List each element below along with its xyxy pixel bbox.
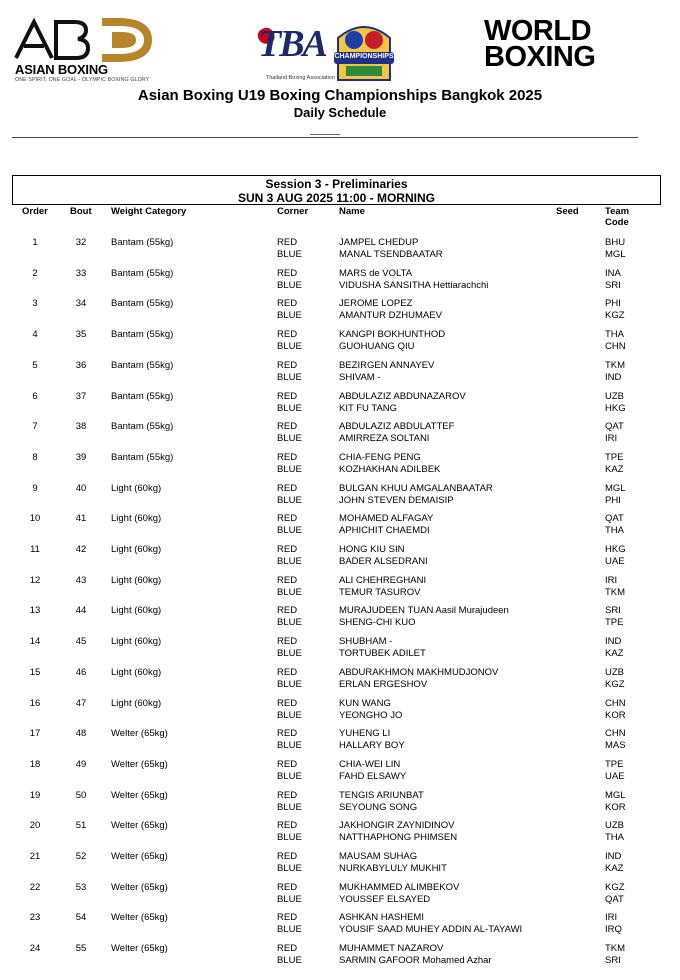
corner-red: RED (277, 359, 298, 371)
bout-order: 4 (32, 329, 38, 341)
corner-blue: BLUE (277, 832, 302, 844)
team-code-blue: MGL (605, 249, 626, 260)
bout-row (0, 943, 680, 973)
weight-category: Bantam (55kg) (111, 298, 174, 310)
team-code-blue: IRQ (605, 924, 622, 936)
corner-red: RED (277, 390, 298, 402)
weight-category: Light (60kg) (111, 544, 162, 555)
boxer-red-name: TENGIS ARIUNBAT (339, 789, 424, 801)
boxer-blue-name: YEONGHO JO (339, 709, 403, 721)
bout-order: 1 (32, 237, 38, 248)
boxers-emblem-icon (334, 18, 394, 84)
corner-red: RED (277, 329, 298, 341)
asian-boxing-logo (14, 18, 154, 84)
column-header-corner: Corner (277, 206, 309, 217)
boxer-blue-name: VIDUSHA SANSITHA Hettiarachchi (339, 279, 489, 291)
corner-blue: BLUE (277, 556, 302, 567)
bout-number: 50 (75, 789, 87, 801)
weight-category: Bantam (55kg) (111, 267, 174, 279)
boxer-blue-name: MANAL TSENDBAATAR (339, 249, 443, 260)
bout-order: 20 (29, 820, 41, 832)
boxer-red-name: MARS de VOLTA (339, 267, 413, 279)
team-code-blue: KOR (605, 801, 626, 813)
boxer-blue-name: KOZHAKHAN ADILBEK (339, 463, 441, 475)
bout-order: 8 (32, 451, 38, 463)
team-code-blue: KGZ (605, 310, 625, 322)
corner-red: RED (277, 482, 298, 494)
boxer-blue-name: AMANTUR DZHUMAEV (339, 310, 442, 322)
corner-blue: BLUE (277, 402, 302, 414)
team-code-red: TKM (605, 359, 626, 371)
boxer-blue-name: AMIRREZA SOLTANI (339, 433, 430, 445)
corner-blue: BLUE (277, 586, 302, 598)
team-code-blue: KGZ (605, 678, 625, 690)
weight-category: Bantam (55kg) (111, 329, 174, 341)
column-header-team-code (605, 206, 629, 228)
corner-blue: BLUE (277, 740, 302, 752)
bout-number: 36 (75, 359, 87, 371)
corner-red: RED (277, 881, 298, 893)
team-code-blue: KAZ (605, 463, 624, 475)
bout-order: 22 (29, 881, 41, 893)
bout-row (0, 820, 680, 850)
column-header-team-code-line2: Code (605, 217, 629, 228)
corner-blue: BLUE (277, 249, 302, 260)
championships-logo (334, 18, 394, 84)
column-header-bout: Bout (70, 206, 92, 217)
bout-row (0, 513, 680, 543)
boxer-red-name: ABDULAZIZ ABDUNAZAROV (339, 390, 466, 402)
corner-blue: BLUE (277, 525, 302, 537)
weight-category: Welter (65kg) (111, 851, 168, 862)
weight-category: Bantam (55kg) (111, 237, 174, 248)
bout-number: 48 (75, 728, 87, 740)
team-code-red: CHN (605, 728, 626, 740)
bout-row (0, 329, 680, 359)
boxer-blue-name: TORTUBEK ADILET (339, 648, 426, 660)
bout-order: 16 (29, 697, 41, 709)
team-code-red: IRI (605, 574, 618, 586)
bout-row (0, 882, 680, 912)
corner-blue: BLUE (277, 310, 302, 322)
corner-blue: BLUE (277, 893, 302, 905)
bout-order: 19 (29, 789, 41, 801)
asian-boxing-tagline: ONE SPIRIT, ONE GOAL - OLYMPIC BOXING GLORY (15, 77, 150, 83)
corner-blue: BLUE (277, 648, 302, 660)
weight-category: Light (60kg) (111, 697, 162, 709)
bout-number: 51 (75, 820, 87, 832)
boxer-red-name: MUKHAMMED ALIMBEKOV (339, 881, 460, 893)
corner-blue: BLUE (277, 463, 302, 475)
bout-row (0, 667, 680, 697)
bout-number: 52 (75, 851, 87, 862)
boxer-blue-name: YOUSIF SAAD MUHEY ADDIN AL-TAYAWI (339, 924, 523, 936)
corner-red: RED (277, 912, 298, 924)
team-code-red: KGZ (605, 881, 625, 893)
team-code-red: PHI (605, 298, 621, 310)
team-code-blue: UAE (605, 770, 625, 782)
team-code-red: TKM (605, 943, 626, 955)
bout-order: 2 (32, 267, 38, 279)
team-code-blue: KAZ (605, 648, 624, 660)
corner-red: RED (277, 758, 298, 770)
bout-number: 45 (75, 636, 87, 648)
team-code-red: UZB (605, 390, 624, 402)
corner-red: RED (277, 820, 298, 832)
corner-blue: BLUE (277, 279, 302, 291)
boxer-red-name: ASHKAN HASHEMI (339, 912, 424, 924)
bout-order: 12 (29, 574, 41, 586)
team-code-blue: IND (605, 371, 622, 383)
team-code-blue: TPE (605, 617, 624, 629)
page-header (0, 0, 680, 140)
team-code-red: CHN (605, 697, 626, 709)
boxer-blue-name: TEMUR TASUROV (339, 586, 421, 598)
boxer-blue-name: SARMIN GAFOOR Mohamed Azhar (339, 955, 492, 967)
boxer-blue-name: HALLARY BOY (339, 740, 405, 752)
tba-mark: TBA (258, 23, 326, 65)
boxer-red-name: MOHAMED ALFAGAY (339, 513, 434, 525)
bout-row (0, 452, 680, 482)
bout-order: 13 (29, 605, 41, 617)
bout-row (0, 391, 680, 421)
weight-category: Light (60kg) (111, 666, 162, 678)
bout-order: 6 (32, 390, 38, 402)
boxer-blue-name: GUOHUANG QIU (339, 341, 415, 353)
corner-blue: BLUE (277, 371, 302, 383)
corner-red: RED (277, 728, 298, 740)
team-code-red: QAT (605, 421, 624, 433)
boxer-red-name: MAUSAM SUHAG (339, 851, 418, 862)
corner-blue: BLUE (277, 494, 302, 506)
weight-category: Welter (65kg) (111, 881, 168, 893)
bout-row (0, 268, 680, 298)
bout-order: 7 (32, 421, 38, 433)
weight-category: Bantam (55kg) (111, 390, 174, 402)
divider-mark (310, 134, 340, 135)
tba-subtitle: Thailand Boxing Association (266, 75, 335, 81)
corner-red: RED (277, 605, 298, 617)
document-title: Asian Boxing U19 Boxing Championships Bangkok 2025 (137, 87, 543, 104)
team-code-red: UZB (605, 666, 624, 678)
boxer-blue-name: NURKABYLULY MUKHIT (339, 863, 447, 874)
team-code-blue: CHN (605, 341, 626, 353)
bout-number: 38 (75, 421, 87, 433)
team-code-blue: PHI (605, 494, 621, 506)
boxer-blue-name: ERLAN ERGESHOV (339, 678, 428, 690)
bout-order: 9 (32, 482, 38, 494)
abd-emblem-icon (14, 18, 154, 64)
weight-category: Welter (65kg) (111, 820, 168, 832)
team-code-red: BHU (605, 237, 626, 248)
weight-category: Light (60kg) (111, 513, 162, 525)
corner-blue: BLUE (277, 955, 302, 967)
bout-order: 24 (29, 943, 41, 955)
boxer-blue-name: SHENG-CHI KUO (339, 617, 416, 629)
weight-category: Welter (65kg) (111, 943, 168, 955)
team-code-red: QAT (605, 513, 624, 525)
boxer-red-name: JAMPEL CHEDUP (339, 237, 419, 248)
corner-blue: BLUE (277, 433, 302, 445)
world-boxing-logo (484, 15, 644, 74)
header-divider (12, 137, 638, 138)
boxer-red-name: KUN WANG (339, 697, 391, 709)
boxer-red-name: YUHENG LI (339, 728, 391, 740)
tba-logo (258, 22, 334, 86)
corner-red: RED (277, 943, 298, 955)
team-code-blue: IRI (605, 433, 618, 445)
boxer-blue-name: KIT FU TANG (339, 402, 398, 414)
corner-blue: BLUE (277, 801, 302, 813)
boxer-red-name: MURAJUDEEN TUAN Aasil Murajudeen (339, 605, 509, 617)
team-code-red: TPE (605, 451, 624, 463)
session-name: Session 3 - Preliminaries (265, 177, 408, 191)
bout-number: 54 (75, 912, 87, 924)
bout-number: 46 (75, 666, 87, 678)
corner-blue: BLUE (277, 863, 302, 874)
bout-number: 49 (75, 758, 87, 770)
boxer-red-name: BEZIRGEN ANNAYEV (339, 359, 435, 371)
team-code-red: THA (605, 329, 624, 341)
boxer-red-name: MUHAMMET NAZAROV (339, 943, 444, 955)
team-code-blue: QAT (605, 893, 624, 905)
team-code-red: SRI (605, 605, 621, 617)
bout-order: 11 (30, 544, 40, 555)
boxer-blue-name: SEYOUNG SONG (339, 801, 418, 813)
bout-row (0, 728, 680, 758)
weight-category: Light (60kg) (111, 605, 162, 617)
weight-category: Bantam (55kg) (111, 359, 174, 371)
bout-row (0, 237, 680, 267)
boxer-blue-name: FAHD ELSAWY (339, 770, 407, 782)
bout-number: 32 (75, 237, 87, 248)
column-header-seed: Seed (556, 206, 579, 217)
bout-row (0, 421, 680, 451)
world-boxing-line2: BOXING (484, 41, 596, 73)
column-header-team-code-line1: Team (605, 206, 630, 217)
bout-row (0, 360, 680, 390)
bout-number: 39 (75, 451, 87, 463)
boxer-blue-name: NATTHAPHONG PHIMSEN (339, 832, 458, 844)
bout-number: 37 (75, 390, 87, 402)
boxer-red-name: JAKHONGIR ZAYNIDINOV (339, 820, 455, 832)
bout-row (0, 544, 680, 574)
asian-boxing-name: ASIAN BOXING (15, 62, 108, 77)
bout-row (0, 851, 680, 881)
boxer-red-name: ABDULAZIZ ABDULATTEF (339, 421, 455, 433)
weight-category: Welter (65kg) (111, 758, 168, 770)
boxer-blue-name: SHIVAM - (339, 371, 381, 383)
bout-order: 14 (29, 636, 41, 648)
boxer-red-name: JEROME LOPEZ (339, 298, 413, 310)
team-code-red: MGL (605, 482, 626, 494)
team-code-blue: THA (605, 525, 624, 537)
team-code-red: MGL (605, 789, 626, 801)
team-code-blue: SRI (605, 955, 621, 967)
column-header-weight: Weight Category (111, 206, 187, 217)
corner-red: RED (277, 421, 298, 433)
document-subtitle: Daily Schedule (293, 105, 387, 120)
boxer-red-name: ABDURAKHMON MAKHMUDJONOV (339, 666, 499, 678)
session-date-time: SUN 3 AUG 2025 11:00 - MORNING (238, 191, 435, 205)
team-code-blue: THA (605, 832, 624, 844)
bout-order: 3 (32, 298, 38, 310)
team-code-blue: MAS (605, 740, 626, 752)
bout-order: 23 (29, 912, 41, 924)
boxer-red-name: ALI CHEHREGHANI (339, 574, 427, 586)
bout-order: 17 (29, 728, 41, 740)
boxer-red-name: KANGPI BOKHUNTHOD (339, 329, 446, 341)
column-header-name: Name (339, 206, 365, 217)
bout-row (0, 759, 680, 789)
bout-number: 44 (75, 605, 87, 617)
team-code-red: IND (605, 851, 622, 862)
bout-number: 40 (75, 482, 87, 494)
corner-red: RED (277, 237, 298, 248)
team-code-blue: TKM (605, 586, 626, 598)
bout-number: 47 (75, 697, 87, 709)
bout-number: 53 (75, 881, 87, 893)
bout-row (0, 698, 680, 728)
bout-number: 55 (75, 943, 87, 955)
team-code-red: HKG (605, 544, 626, 555)
bout-number: 43 (75, 574, 87, 586)
corner-red: RED (277, 451, 298, 463)
bout-order: 10 (29, 513, 41, 525)
bout-number: 41 (75, 513, 87, 525)
weight-category: Light (60kg) (111, 636, 162, 648)
boxer-red-name: HONG KIU SIN (339, 544, 405, 555)
corner-red: RED (277, 513, 298, 525)
team-code-red: IND (605, 636, 622, 648)
bout-order: 15 (29, 666, 41, 678)
corner-blue: BLUE (277, 709, 302, 721)
championships-label: CHAMPIONSHIPS (334, 53, 394, 60)
weight-category: Welter (65kg) (111, 912, 168, 924)
boxer-blue-name: JOHN STEVEN DEMAISIP (339, 494, 454, 506)
session-header (12, 175, 661, 205)
weight-category: Bantam (55kg) (111, 451, 174, 463)
boxer-blue-name: BADER ALSEDRANI (339, 556, 428, 567)
weight-category: Light (60kg) (111, 574, 162, 586)
corner-blue: BLUE (277, 617, 302, 629)
corner-red: RED (277, 544, 298, 555)
team-code-red: UZB (605, 820, 624, 832)
bout-order: 5 (32, 359, 38, 371)
weight-category: Welter (65kg) (111, 728, 168, 740)
boxer-red-name: CHIA-FENG PENG (339, 451, 421, 463)
bout-order: 21 (29, 851, 41, 862)
boxer-red-name: BULGAN KHUU AMGALANBAATAR (339, 482, 493, 494)
weight-category: Welter (65kg) (111, 789, 168, 801)
team-code-blue: HKG (605, 402, 626, 414)
team-code-red: TPE (605, 758, 624, 770)
corner-red: RED (277, 636, 298, 648)
corner-red: RED (277, 666, 298, 678)
corner-red: RED (277, 267, 298, 279)
corner-blue: BLUE (277, 678, 302, 690)
bout-number: 35 (75, 329, 87, 341)
world-boxing-line1: WORLD (484, 15, 592, 47)
bout-row (0, 636, 680, 666)
bout-row (0, 605, 680, 635)
team-code-blue: KAZ (605, 863, 624, 874)
bout-number: 34 (75, 298, 87, 310)
bout-row (0, 298, 680, 328)
bout-row (0, 790, 680, 820)
bout-row (0, 912, 680, 942)
bout-number: 42 (75, 544, 87, 555)
corner-red: RED (277, 851, 298, 862)
bout-row (0, 575, 680, 605)
weight-category: Bantam (55kg) (111, 421, 174, 433)
team-code-red: INA (605, 267, 621, 279)
boxer-blue-name: APHICHIT CHAEMDI (339, 525, 430, 537)
corner-red: RED (277, 697, 298, 709)
corner-red: RED (277, 298, 298, 310)
team-code-blue: SRI (605, 279, 621, 291)
boxer-blue-name: YOUSSEF ELSAYED (339, 893, 431, 905)
corner-blue: BLUE (277, 341, 302, 353)
corner-red: RED (277, 574, 298, 586)
bout-number: 33 (75, 267, 87, 279)
team-code-blue: UAE (605, 556, 625, 567)
bout-row (0, 483, 680, 513)
boxer-red-name: CHIA-WEI LIN (339, 758, 401, 770)
corner-blue: BLUE (277, 770, 302, 782)
weight-category: Light (60kg) (111, 482, 162, 494)
team-code-blue: KOR (605, 709, 626, 721)
bout-order: 18 (29, 758, 41, 770)
boxer-red-name: SHUBHAM - (339, 636, 393, 648)
column-header-order: Order (22, 206, 48, 217)
team-code-red: IRI (605, 912, 618, 924)
corner-blue: BLUE (277, 924, 302, 936)
corner-red: RED (277, 789, 298, 801)
